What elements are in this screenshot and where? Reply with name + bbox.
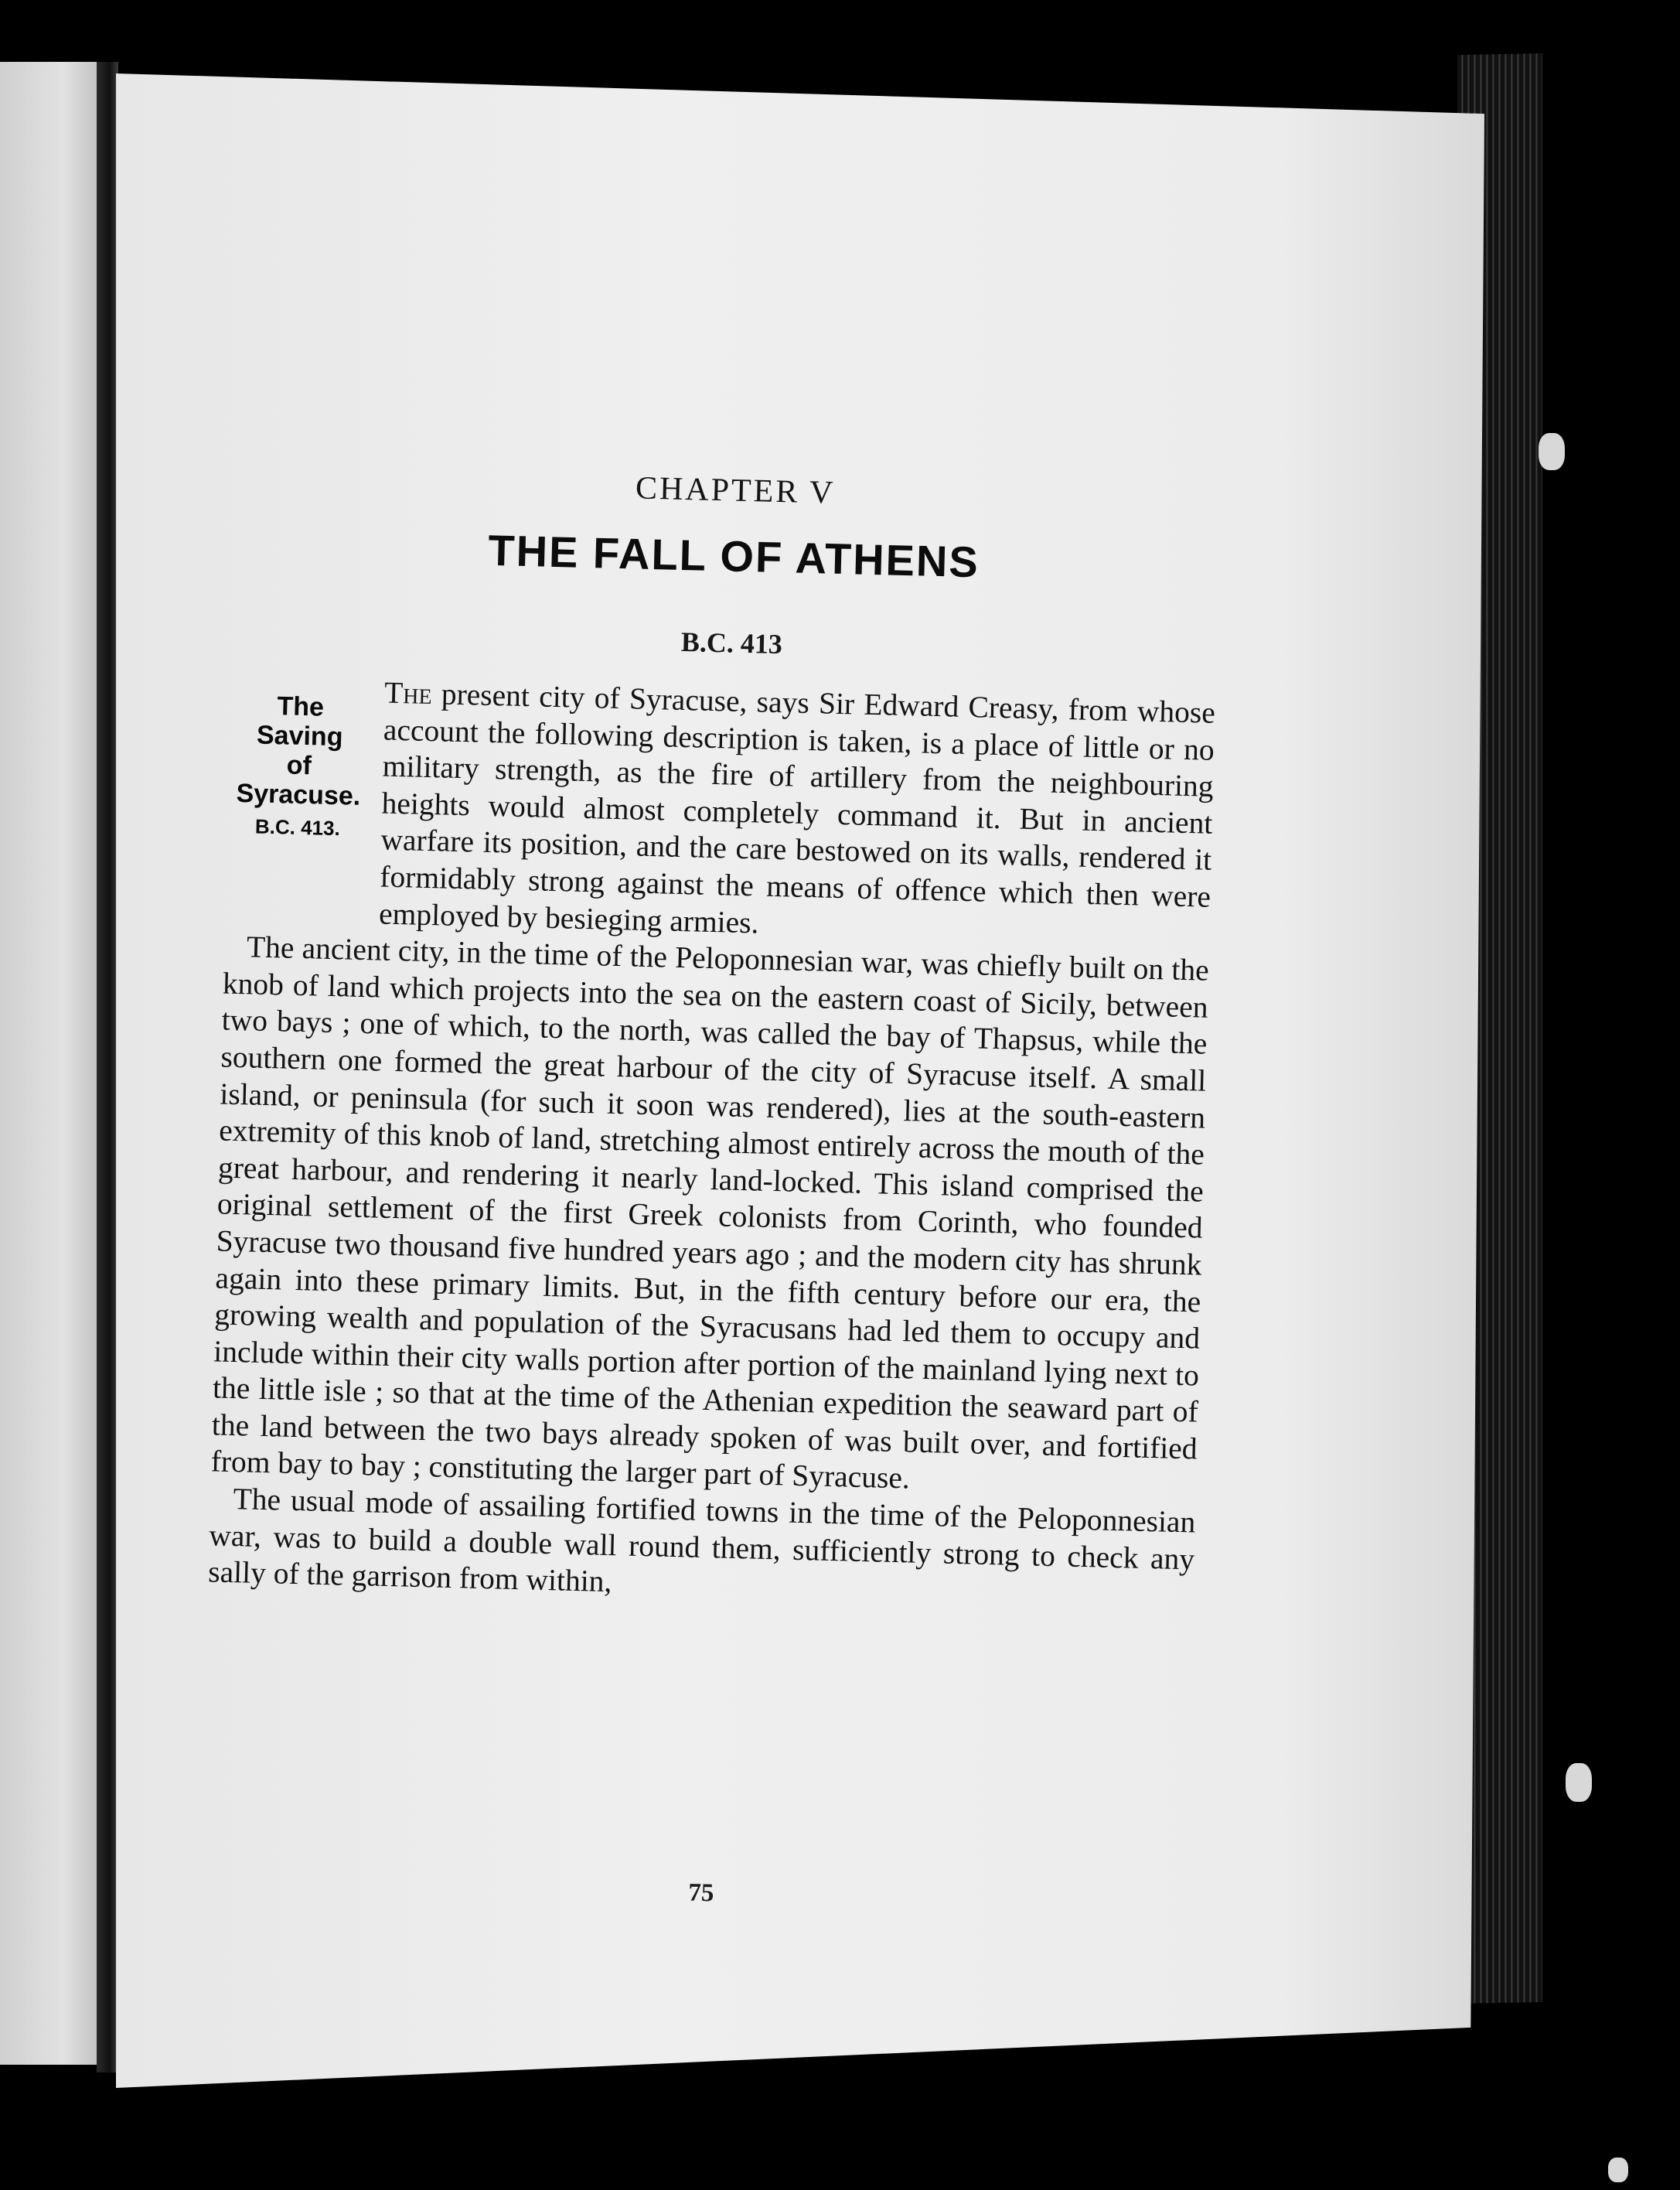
chapter-title: THE FALL OF ATHENS [487, 525, 980, 587]
body-text [208, 671, 1216, 1615]
sidenote-line: of [286, 750, 312, 781]
paragraph [224, 671, 1216, 953]
sidenote-gap [225, 671, 385, 899]
sidenote-line: Syracuse. [236, 778, 361, 811]
paragraph-text: present city of Syracuse, says Sir Edward Creasy, from whose account the following description is taken, is a place of little or no military strength, as the fire of artillery from the neighbouring heights would almost completely command it. But in ancient warfare its position, and the care bestowed on its walls, rendered it formidably strong against the means of offence which then were employed by besieging armies. [378, 677, 1216, 940]
sidenote-line: Saving [256, 720, 343, 752]
paragraph: The usual mode of assailing fortified towns in the time of the Peloponnesian war, was to build a double wall round them, sufficiently strong to check any sally of the garrison from within, [207, 1482, 1196, 1599]
paragraph-lead-word: The [383, 675, 433, 711]
sidenote-line: The [277, 691, 325, 722]
chapter-label: CHAPTER V [635, 470, 836, 511]
paragraph: The ancient city, in the time of the Peloponnesian war, was chiefly built on the knob of land which projects into the sea on the eastern coast of Sicily, between two bays ; one of which, to the north, was called the bay of Thapsus, while the southern one formed the great harbour of the city of Syracuse itself. A small island, or peninsula (for such it soon was rendered), lies at the south-eastern extremity of this knob of land, stretching almost entirely across the mouth of the great harbour, and rendering it nearly land-locked. This island comprised the original settlement of the first Greek colonists from Corinth, who founded Syracuse two thousand five hundred years ago ; and the modern city has shrunk again into these primary limits. But, in the fifth century before our era, the growing wealth and population of the Syracusans had led them to occupy and include within their city walls portion after portion of the mainland lying next to the little isle ; so that at the time of the Athenian expedition the seaward part of the land between the two bays already spoken of was built over, and fortified from bay to bay ; constituting the larger part of Syracuse. [210, 930, 1210, 1496]
sidenote-date: B.C. 413. [254, 814, 341, 841]
chapter-date: B.C. 413 [680, 626, 783, 660]
page-number: 75 [687, 1878, 714, 1908]
